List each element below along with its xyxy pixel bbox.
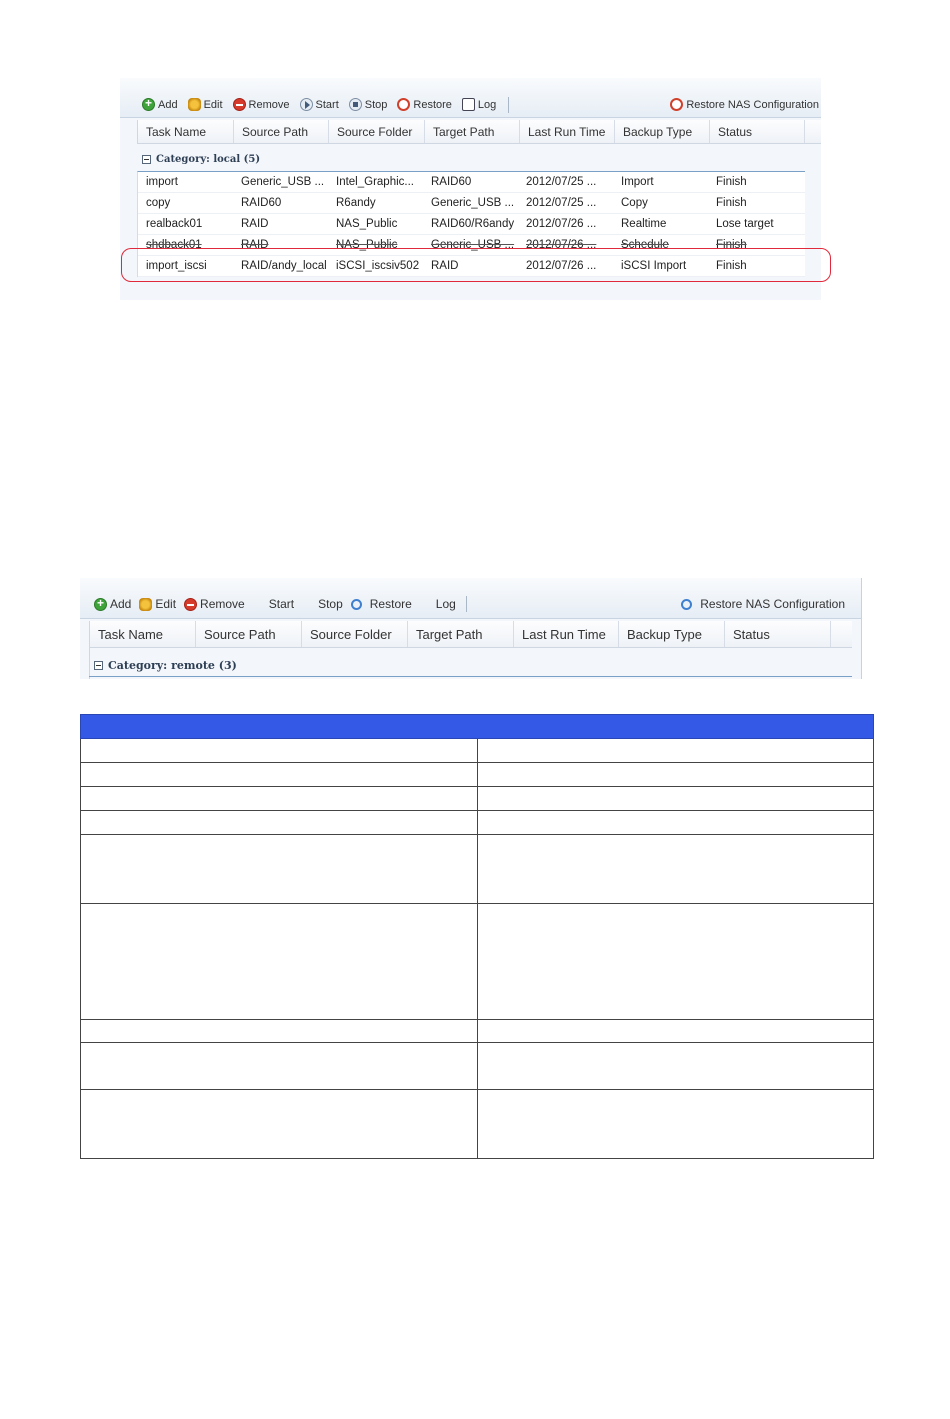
backup-task-panel-local	[120, 78, 821, 300]
table-row	[81, 1090, 874, 1159]
start-button[interactable]	[269, 597, 294, 611]
cell-backup-type: Realtime	[621, 218, 667, 230]
cell-source-folder: Intel_Graphic...	[336, 176, 414, 188]
cell-task-name: realback01	[146, 218, 203, 230]
log-icon	[462, 98, 475, 111]
cell-status: Finish	[716, 197, 747, 209]
cell-task-name: import_iscsi	[146, 260, 207, 272]
cell-status: Lose target	[716, 218, 774, 230]
table-row[interactable]	[138, 214, 805, 235]
column-header-task-name[interactable]: Task Name	[90, 621, 196, 647]
table-row[interactable]	[138, 256, 805, 277]
restore-nas-label: Restore NAS Configuration	[700, 597, 845, 611]
remove-button[interactable]	[184, 597, 245, 611]
restore-label: Restore	[369, 597, 412, 611]
column-header-backup-type[interactable]: Backup Type	[615, 120, 710, 143]
table-row	[81, 904, 874, 1020]
cell-target-path: RAID60	[431, 176, 472, 188]
table-cell-value	[477, 1090, 874, 1159]
grid-divider	[89, 676, 852, 677]
table-cell-label	[81, 787, 478, 811]
table-cell-label	[81, 1090, 478, 1159]
cell-source-folder: NAS_Public	[336, 218, 398, 230]
cell-source-folder: NAS_Public	[336, 239, 398, 251]
restore-nas-config-button[interactable]	[681, 597, 845, 611]
cell-backup-type: Import	[621, 176, 654, 188]
collapse-icon[interactable]	[94, 661, 103, 670]
column-header-target-path[interactable]: Target Path	[425, 120, 520, 143]
log-label: Log	[477, 98, 497, 111]
edit-icon	[188, 98, 201, 111]
table-row	[81, 835, 874, 904]
description-table	[80, 714, 874, 1159]
cell-status: Finish	[716, 176, 747, 188]
start-button[interactable]	[300, 98, 339, 111]
restore-nas-label: Restore NAS Configuration	[686, 98, 819, 111]
table-cell-value	[477, 739, 874, 763]
restore-button[interactable]	[397, 98, 452, 111]
table-row	[81, 763, 874, 787]
restore-nas-config-button[interactable]	[670, 98, 819, 111]
table-row[interactable]	[138, 193, 805, 214]
table-row	[81, 739, 874, 763]
cell-source-path: RAID	[241, 239, 269, 251]
start-icon	[300, 98, 313, 111]
restore-label: Restore	[413, 98, 452, 111]
stop-label: Stop	[364, 98, 388, 111]
restore-button[interactable]	[351, 597, 412, 611]
category-remote[interactable]	[94, 659, 237, 672]
cell-source-path: RAID60	[241, 197, 282, 209]
cell-task-name: shdback01	[146, 239, 202, 251]
table-cell-value	[477, 835, 874, 904]
table-cell-value	[477, 1043, 874, 1090]
cell-last-run-time: 2012/07/25 ...	[526, 176, 597, 188]
edit-icon	[139, 598, 152, 611]
column-headers	[137, 120, 821, 144]
add-label: Add	[110, 597, 132, 611]
category-label: Category: remote (3)	[108, 659, 237, 672]
cell-source-folder: R6andy	[336, 197, 376, 209]
cell-source-path: Generic_USB ...	[241, 176, 325, 188]
remove-icon	[184, 598, 197, 611]
table-header-cell	[81, 715, 874, 739]
toolbar	[120, 78, 821, 118]
add-label: Add	[158, 98, 178, 111]
log-button[interactable]	[436, 597, 456, 611]
cell-target-path: Generic_USB ...	[431, 239, 515, 251]
add-icon	[94, 598, 107, 611]
table-row	[81, 787, 874, 811]
column-header-source-folder[interactable]: Source Folder	[302, 621, 408, 647]
cell-last-run-time: 2012/07/26 ...	[526, 260, 597, 272]
cell-target-path: RAID	[431, 260, 459, 272]
cell-status: Finish	[716, 260, 747, 272]
stop-button[interactable]	[349, 98, 388, 111]
table-row	[81, 1020, 874, 1043]
grid-border	[89, 648, 90, 679]
column-header-status[interactable]: Status	[710, 120, 805, 143]
column-headers	[89, 621, 852, 648]
add-icon	[142, 98, 155, 111]
toolbar-separator	[466, 596, 467, 612]
table-cell-label	[81, 811, 478, 835]
column-header-source-path[interactable]: Source Path	[196, 621, 302, 647]
cell-task-name: import	[146, 176, 178, 188]
table-cell-label	[81, 1043, 478, 1090]
add-button[interactable]	[142, 98, 178, 111]
table-header-row	[81, 715, 874, 739]
column-header-source-path[interactable]: Source Path	[234, 120, 329, 143]
log-button[interactable]	[462, 98, 496, 111]
cell-status: Finish	[716, 239, 747, 251]
task-grid	[137, 171, 805, 277]
table-cell-value	[477, 1020, 874, 1043]
table-cell-value	[477, 787, 874, 811]
remove-icon	[233, 98, 246, 111]
table-cell-value	[477, 763, 874, 787]
remove-button[interactable]	[233, 98, 290, 111]
magnifier-icon	[351, 599, 362, 610]
table-cell-value	[477, 904, 874, 1020]
column-header-task-name[interactable]: Task Name	[138, 120, 234, 143]
restore-icon	[670, 98, 683, 111]
table-cell-value	[477, 811, 874, 835]
cell-backup-type: Copy	[621, 197, 648, 209]
cell-backup-type: iSCSI Import	[621, 260, 687, 272]
category-label: Category: local (5)	[156, 154, 261, 165]
column-header-target-path[interactable]: Target Path	[408, 621, 514, 647]
restore-icon	[397, 98, 410, 111]
column-header-source-folder[interactable]: Source Folder	[329, 120, 425, 143]
backup-task-panel-remote	[80, 578, 862, 679]
cell-target-path: Generic_USB ...	[431, 197, 515, 209]
table-row[interactable]	[138, 235, 805, 256]
cell-source-path: RAID/andy_local	[241, 260, 327, 272]
category-local[interactable]	[142, 154, 260, 165]
collapse-icon[interactable]	[142, 155, 151, 164]
column-header-status[interactable]: Status	[725, 621, 831, 647]
cell-last-run-time: 2012/07/26 ...	[526, 218, 597, 230]
column-header-backup-type[interactable]: Backup Type	[619, 621, 725, 647]
toolbar	[80, 578, 861, 619]
table-row	[81, 811, 874, 835]
table-cell-label	[81, 904, 478, 1020]
remove-label: Remove	[200, 597, 245, 611]
log-label: Log	[435, 597, 456, 611]
table-cell-label	[81, 835, 478, 904]
edit-button[interactable]	[188, 98, 223, 111]
cell-last-run-time: 2012/07/25 ...	[526, 197, 597, 209]
table-row	[81, 1043, 874, 1090]
stop-label: Stop	[318, 597, 343, 611]
toolbar-separator	[508, 97, 509, 113]
cell-backup-type: Schedule	[621, 239, 669, 251]
start-label: Start	[268, 597, 295, 611]
column-header-last-run-time[interactable]: Last Run Time	[520, 120, 615, 143]
magnifier-icon	[681, 599, 692, 610]
cell-target-path: RAID60/R6andy	[431, 218, 515, 230]
table-cell-label	[81, 739, 478, 763]
add-button[interactable]	[94, 597, 131, 611]
table-cell-label	[81, 763, 478, 787]
stop-icon	[349, 98, 362, 111]
remove-label: Remove	[248, 98, 290, 111]
cell-source-folder: iSCSI_iscsiv502	[336, 260, 420, 272]
cell-source-path: RAID	[241, 218, 269, 230]
table-cell-label	[81, 1020, 478, 1043]
edit-label: Edit	[203, 98, 223, 111]
edit-button[interactable]	[139, 597, 176, 611]
cell-task-name: copy	[146, 197, 171, 209]
stop-button[interactable]	[318, 597, 343, 611]
table-row[interactable]	[138, 172, 805, 193]
start-label: Start	[315, 98, 339, 111]
edit-label: Edit	[155, 597, 177, 611]
cell-last-run-time: 2012/07/26 ...	[526, 239, 597, 251]
column-header-last-run-time[interactable]: Last Run Time	[514, 621, 619, 647]
